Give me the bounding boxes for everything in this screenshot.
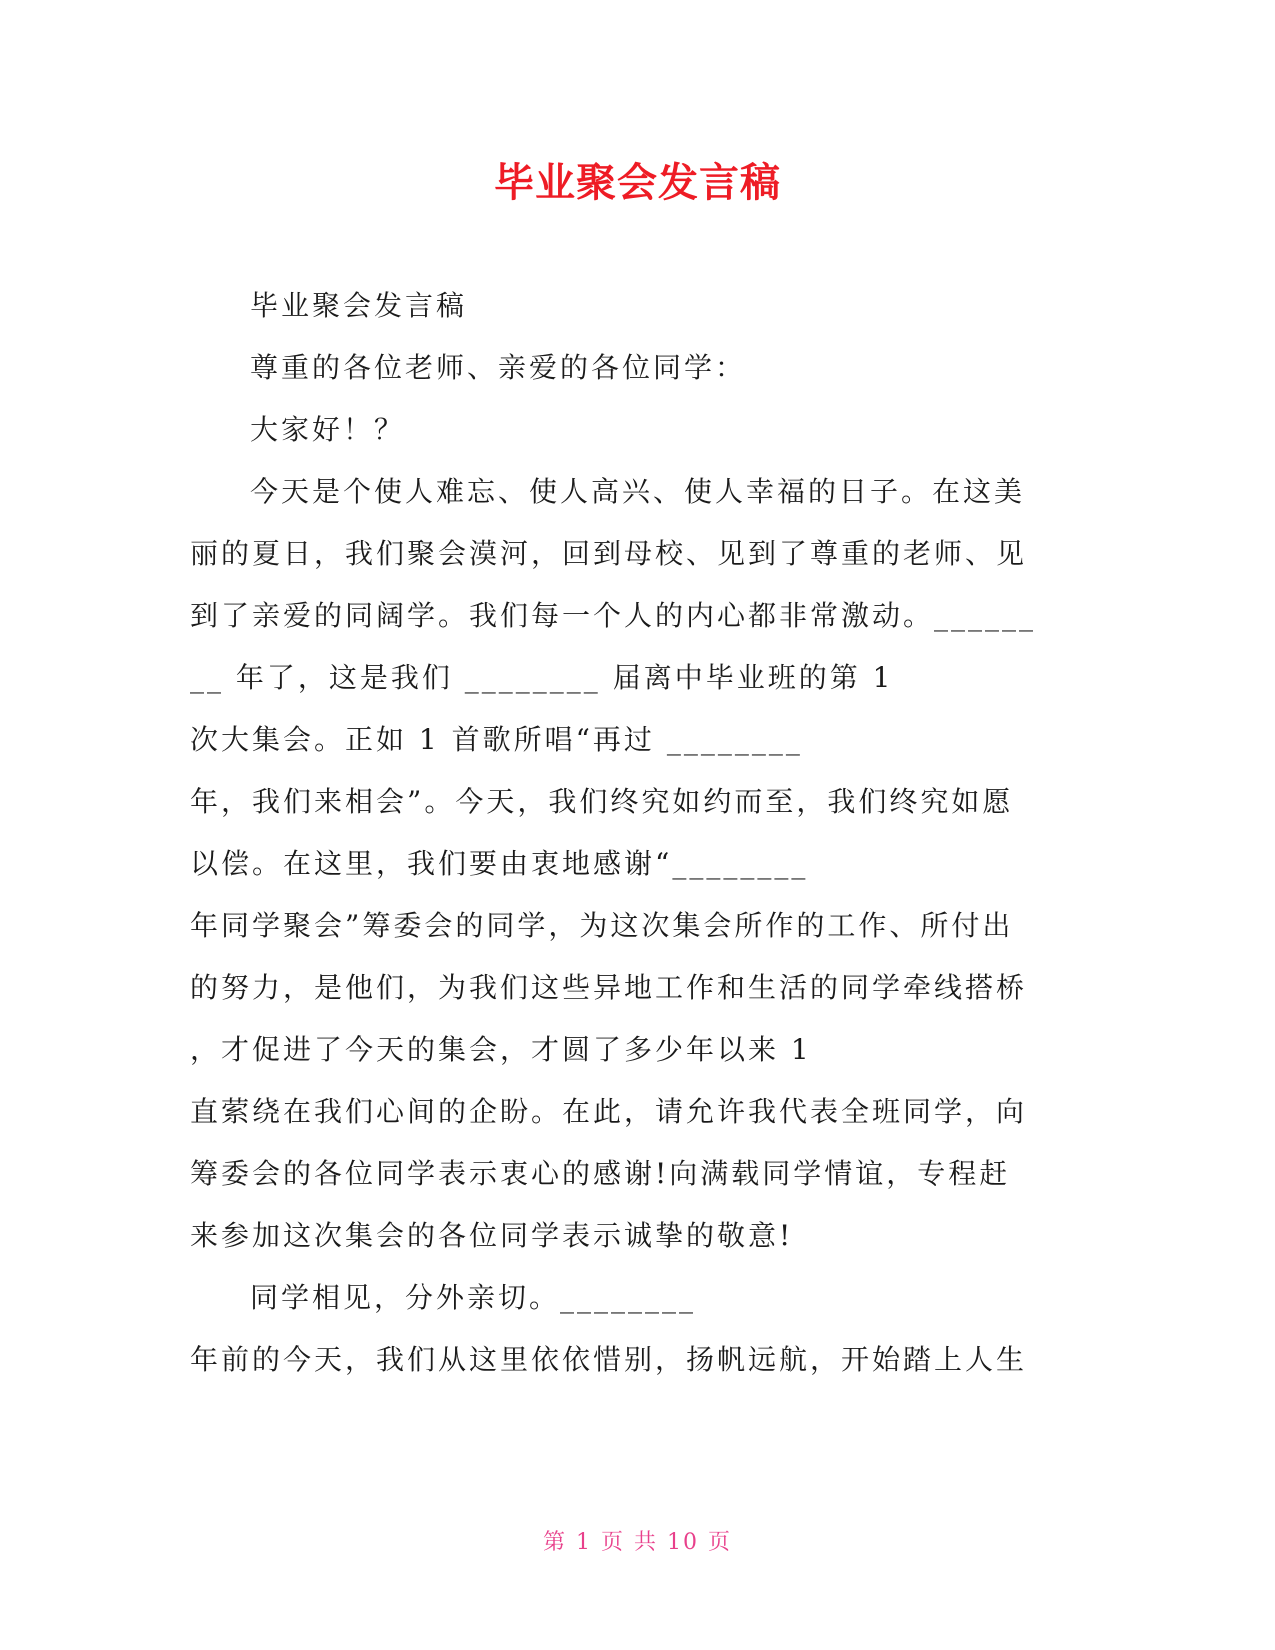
text-line: 以偿。在这里，我们要由衷地感谢“________	[190, 847, 809, 880]
page-footer: 第 1 页 共 10 页	[543, 1530, 732, 1555]
text-line: 大家好！？	[250, 413, 406, 446]
text-line: 筹委会的各位同学表示衷心的感谢!向满载同学情谊，专程赶	[190, 1157, 1011, 1190]
text-line: 丽的夏日，我们聚会漠河，回到母校、见到了尊重的老师、见	[190, 537, 1028, 570]
text-line: 来参加这次集会的各位同学表示诚挚的敬意!	[190, 1219, 794, 1252]
text-line: 尊重的各位老师、亲爱的各位同学：	[250, 351, 747, 384]
text-line: 的努力，是他们，为我们这些异地工作和生活的同学牵线搭桥	[190, 971, 1028, 1004]
text-line: 今天是个使人难忘、使人高兴、使人幸福的日子。在这美	[250, 475, 1026, 508]
text-line: 直萦绕在我们心间的企盼。在此，请允许我代表全班同学，向	[190, 1095, 1028, 1128]
text-line: 年前的今天，我们从这里依依惜别，扬帆远航，开始踏上人生	[190, 1343, 1028, 1376]
text-line: ，才促进了今天的集会，才圆了多少年以来 1	[190, 1033, 812, 1066]
text-line: 年，我们来相会”。今天，我们终究如约而至，我们终究如愿	[190, 785, 1014, 818]
text-line: 同学相见，分外亲切。________	[250, 1281, 697, 1314]
text-line: 到了亲爱的同阔学。我们每一个人的内心都非常激动。______	[190, 599, 1037, 632]
text-line: __ 年了，这是我们 ________ 届离中毕业班的第 1	[190, 661, 894, 694]
text-line: 次大集会。正如 1 首歌所唱“再过 ________	[190, 723, 803, 756]
text-line: 毕业聚会发言稿	[250, 289, 468, 322]
text-line: 年同学聚会”筹委会的同学，为这次集会所作的工作、所付出	[190, 909, 1014, 942]
document-title: 毕业聚会发言稿	[494, 160, 781, 206]
